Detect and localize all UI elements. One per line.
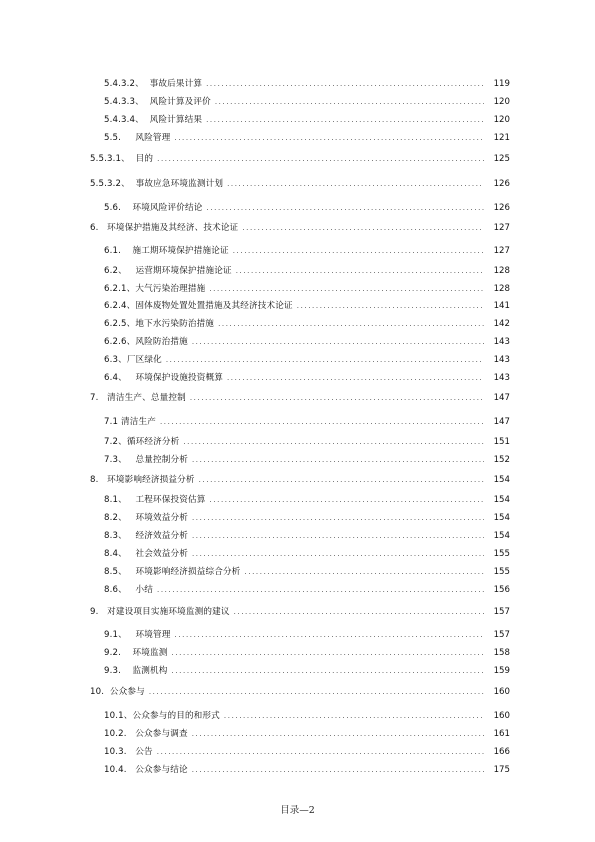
page-footer: 目录—2	[280, 805, 315, 816]
toc-entry[interactable]	[104, 298, 510, 312]
toc-entry-title: 6.2.1、大气污染治理措施	[104, 284, 206, 294]
toc-entry[interactable]	[104, 434, 510, 448]
toc-entry-title: 10.2. 公众参与调查	[104, 729, 188, 739]
toc-entry-title: 8.3、 经济效益分析	[104, 531, 188, 541]
toc-entry-page-number: 142	[493, 319, 510, 329]
toc-entry-title: 6. 环境保护措施及其经济、技术论证	[90, 223, 239, 233]
toc-leader-dots	[192, 728, 484, 740]
toc-entry-title: 5.4.3.4、 风险计算结果	[104, 115, 203, 125]
toc-entry[interactable]	[104, 762, 510, 776]
toc-entry[interactable]	[104, 334, 510, 348]
toc-entry-page-number: 152	[493, 455, 510, 465]
toc-entry-title: 8.1、 工程环保投资估算	[104, 495, 206, 505]
toc-leader-dots	[166, 354, 484, 366]
toc-leader-dots	[227, 372, 484, 384]
toc-leader-dots	[234, 606, 484, 618]
toc-entry[interactable]	[104, 130, 510, 144]
toc-entry-page-number: 154	[493, 513, 510, 523]
toc-leader-dots	[190, 392, 484, 404]
toc-leader-dots	[209, 283, 484, 295]
toc-entry[interactable]	[104, 414, 510, 428]
toc-entry[interactable]	[104, 452, 510, 466]
toc-entry-page-number: 126	[493, 179, 510, 189]
toc-leader-dots	[218, 318, 484, 330]
toc-entry-page-number: 120	[493, 97, 510, 107]
toc-entry-page-number: 156	[493, 585, 510, 595]
toc-entry-title: 6.1. 施工期环境保护措施论证	[104, 246, 229, 256]
toc-entry-title: 5.5.3.2、 事故应急环境监测计划	[90, 179, 224, 189]
toc-entry[interactable]	[104, 726, 510, 740]
toc-entry-page-number: 147	[493, 417, 510, 427]
toc-leader-dots	[227, 178, 484, 190]
toc-entry[interactable]	[104, 744, 510, 758]
toc-entry-page-number: 121	[493, 133, 510, 143]
toc-entry-page-number: 127	[493, 223, 510, 233]
toc-entry-title: 10.3. 公告	[104, 747, 153, 757]
toc-entry-title: 10. 公众参与	[90, 687, 145, 697]
toc-entry[interactable]	[104, 263, 510, 277]
toc-entry[interactable]	[104, 663, 510, 677]
toc-leader-dots	[192, 764, 484, 776]
toc-entry[interactable]	[104, 582, 510, 596]
toc-entry-title: 6.3、厂区绿化	[104, 355, 162, 365]
toc-leader-dots	[157, 584, 484, 596]
toc-entry-title: 6.4、 环境保护设施投资概算	[104, 373, 223, 383]
toc-leader-dots	[224, 710, 484, 722]
toc-entry-title: 9.2. 环境监测	[104, 648, 168, 658]
toc-entry[interactable]	[90, 604, 510, 618]
toc-entry-title: 6.2、 运营期环境保护措施论证	[104, 266, 232, 276]
toc-entry[interactable]	[104, 627, 510, 641]
toc-entry-title: 9. 对建设项目实施环境监测的建议	[90, 607, 230, 617]
toc-leader-dots	[192, 454, 484, 466]
toc-entry-page-number: 143	[493, 355, 510, 365]
toc-entry[interactable]	[104, 546, 510, 560]
toc-entry-page-number: 160	[493, 711, 510, 721]
toc-leader-dots	[242, 222, 484, 234]
toc-entry-page-number: 147	[493, 393, 510, 403]
toc-entry-title: 10.1、公众参与的目的和形式	[104, 711, 220, 721]
toc-entry[interactable]	[90, 176, 510, 190]
toc-entry-page-number: 128	[493, 284, 510, 294]
toc-leader-dots	[149, 686, 484, 698]
toc-entry-title: 7.2、循环经济分析	[104, 437, 180, 447]
toc-entry-page-number: 143	[493, 373, 510, 383]
toc-leader-dots	[209, 494, 484, 506]
toc-leader-dots	[183, 436, 484, 448]
toc-entry-page-number: 119	[493, 79, 510, 89]
toc-leader-dots	[172, 665, 484, 677]
toc-entry-title: 5.4.3.3、 风险计算及评价	[104, 97, 211, 107]
toc-leader-dots	[157, 153, 484, 165]
toc-entry[interactable]	[104, 76, 510, 90]
toc-entry-page-number: 159	[493, 666, 510, 676]
toc-entry[interactable]	[104, 528, 510, 542]
toc-entry-page-number: 154	[493, 475, 510, 485]
toc-entry[interactable]	[104, 281, 510, 295]
toc-entry-title: 10.4. 公众参与结论	[104, 765, 188, 775]
toc-entry[interactable]	[104, 492, 510, 506]
toc-entry-title: 9.3. 监测机构	[104, 666, 168, 676]
toc-entry-title: 7.3、 总量控制分析	[104, 455, 188, 465]
toc-entry-page-number: 157	[493, 607, 510, 617]
toc-entry-page-number: 120	[493, 115, 510, 125]
toc-entry[interactable]	[104, 645, 510, 659]
toc-leader-dots	[199, 474, 484, 486]
toc-entry-page-number: 161	[493, 729, 510, 739]
toc-entry-page-number: 143	[493, 337, 510, 347]
toc-leader-dots	[233, 245, 484, 257]
toc-entry-page-number: 128	[493, 266, 510, 276]
toc-leader-dots	[192, 548, 484, 560]
toc-entry[interactable]	[104, 708, 510, 722]
toc-leader-dots	[236, 265, 484, 277]
toc-leader-dots	[174, 629, 484, 641]
toc-entry-title: 6.2.4、固体废物处置处置措施及其经济技术论证	[104, 301, 293, 311]
toc-entry-page-number: 127	[493, 246, 510, 256]
toc-leader-dots	[172, 647, 484, 659]
toc-entry[interactable]	[104, 510, 510, 524]
toc-leader-dots	[192, 512, 484, 524]
toc-entry-page-number: 141	[493, 301, 510, 311]
toc-entry-page-number: 166	[493, 747, 510, 757]
toc-entry[interactable]	[90, 220, 510, 234]
toc-leader-dots	[160, 416, 484, 428]
toc-leader-dots	[206, 114, 484, 126]
toc-entry-page-number: 155	[493, 567, 510, 577]
toc-entry-title: 8. 环境影响经济损益分析	[90, 475, 195, 485]
toc-entry[interactable]	[104, 200, 510, 214]
toc-entry-title: 5.6. 环境风险评价结论	[104, 203, 203, 213]
toc-leader-dots	[244, 566, 484, 578]
toc-entry[interactable]	[90, 684, 510, 698]
toc-entry[interactable]	[104, 243, 510, 257]
toc-leader-dots	[206, 78, 484, 90]
toc-entry-title: 7.1 清洁生产	[104, 417, 156, 427]
toc-entry-title: 6.2.6、风险防治措施	[104, 337, 188, 347]
toc-entry-page-number: 160	[493, 687, 510, 697]
toc-entry-title: 5.5. 风险管理	[104, 133, 171, 143]
toc-entry-title: 5.5.3.1、 目的	[90, 154, 154, 164]
toc-entry-title: 5.4.3.2、 事故后果计算	[104, 79, 203, 89]
toc-entry-title: 9.1、 环境管理	[104, 630, 171, 640]
toc-entry-page-number: 154	[493, 531, 510, 541]
toc-entry[interactable]	[90, 390, 510, 404]
toc-entry-title: 8.4、 社会效益分析	[104, 549, 188, 559]
toc-entry[interactable]	[104, 564, 510, 578]
toc-leader-dots	[215, 96, 484, 108]
toc-leader-dots	[192, 530, 484, 542]
toc-entry-page-number: 151	[493, 437, 510, 447]
toc-entry-page-number: 158	[493, 648, 510, 658]
toc-entry-title: 7. 清洁生产、总量控制	[90, 393, 186, 403]
toc-entry-title: 6.2.5、地下水污染防治措施	[104, 319, 215, 329]
toc-entry-page-number: 175	[493, 765, 510, 775]
toc-leader-dots	[174, 132, 484, 144]
toc-entry-title: 8.5、 环境影响经济损益综合分析	[104, 567, 241, 577]
toc-entry-page-number: 126	[493, 203, 510, 213]
toc-entry-page-number: 154	[493, 495, 510, 505]
toc-entry[interactable]	[104, 352, 510, 366]
toc-entry[interactable]	[90, 151, 510, 165]
toc-leader-dots	[297, 300, 484, 312]
toc-entry[interactable]	[104, 370, 510, 384]
toc-entry[interactable]	[104, 94, 510, 108]
toc-leader-dots	[157, 746, 484, 758]
toc-leader-dots	[206, 202, 484, 214]
toc-entry[interactable]	[104, 316, 510, 330]
toc-entry-page-number: 157	[493, 630, 510, 640]
toc-entry[interactable]	[90, 472, 510, 486]
toc-entry[interactable]	[104, 112, 510, 126]
toc-entry-page-number: 155	[493, 549, 510, 559]
toc-entry-title: 8.2、 环境效益分析	[104, 513, 188, 523]
toc-entry-page-number: 125	[493, 154, 510, 164]
toc-entry-title: 8.6、 小结	[104, 585, 153, 595]
toc-leader-dots	[192, 336, 484, 348]
